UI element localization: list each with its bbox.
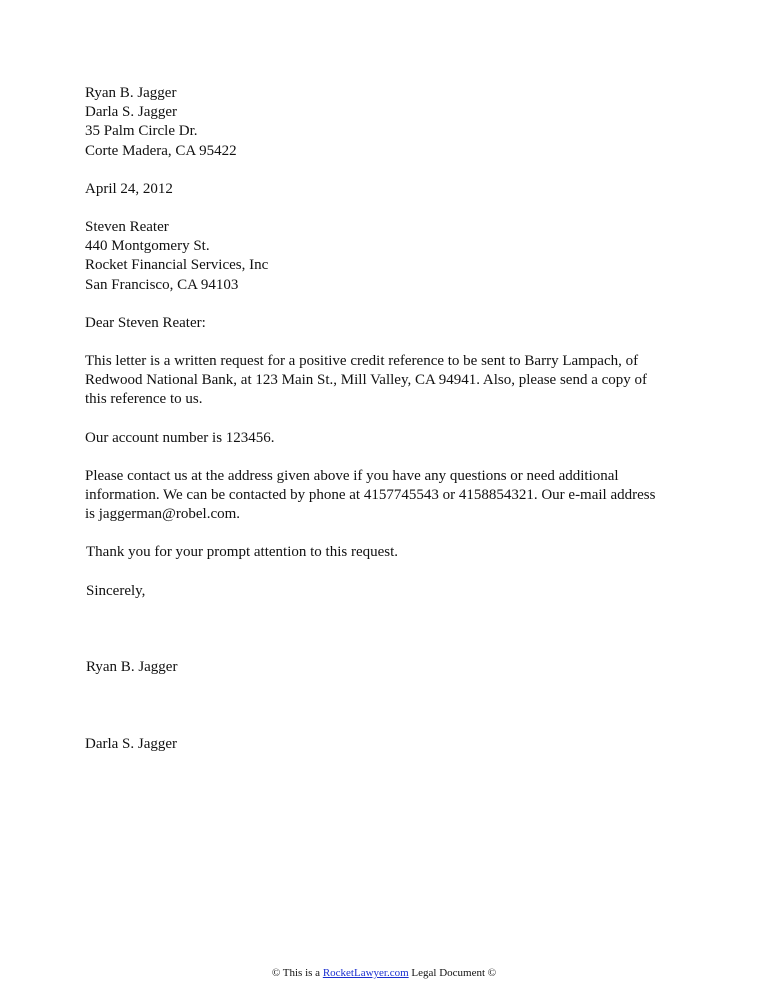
paragraph-contact bbox=[85, 467, 685, 525]
signature-name-1: Ryan B. Jagger bbox=[86, 658, 178, 675]
paragraph-request-line-1: This letter is a written request for a positive credit reference to be sent to Barry Lampach, of bbox=[85, 353, 639, 370]
footer-notice bbox=[0, 966, 768, 980]
paragraph-thanks bbox=[85, 543, 685, 562]
recipient-address bbox=[85, 218, 685, 295]
footer-suffix: Legal Document © bbox=[408, 967, 497, 979]
sender-street: 35 Palm Circle Dr. bbox=[85, 123, 198, 140]
thanks-text: Thank you for your prompt attention to this request. bbox=[86, 544, 399, 561]
paragraph-contact-line-1: Please contact us at the address given above if you have any questions or need additional bbox=[85, 467, 619, 484]
date-text: April 24, 2012 bbox=[85, 180, 173, 197]
signature-2 bbox=[85, 735, 685, 754]
paragraph-contact-line-3: is jaggerman@robel.com. bbox=[85, 506, 241, 523]
sender-city-state-zip: Corte Madera, CA 95422 bbox=[85, 142, 237, 159]
account-number-text: Our account number is 123456. bbox=[85, 429, 275, 446]
paragraph-request bbox=[85, 352, 685, 410]
signature-1 bbox=[85, 658, 685, 677]
salutation-text: Dear Steven Reater: bbox=[85, 314, 206, 331]
closing-text: Sincerely, bbox=[86, 582, 146, 599]
recipient-company: Rocket Financial Services, Inc bbox=[85, 257, 269, 274]
letter-date bbox=[85, 180, 685, 199]
sender-name-2: Darla S. Jagger bbox=[85, 104, 178, 121]
signature-name-2: Darla S. Jagger bbox=[85, 736, 178, 753]
footer-prefix: © This is a bbox=[271, 967, 323, 979]
sender-address bbox=[85, 84, 685, 161]
salutation bbox=[85, 314, 685, 333]
letter-body bbox=[85, 84, 685, 754]
paragraph-contact-line-2: information. We can be contacted by phone at 4157745543 or 4158854321. Our e-mail address bbox=[85, 487, 656, 504]
sender-name-1: Ryan B. Jagger bbox=[85, 85, 177, 101]
recipient-name: Steven Reater bbox=[85, 219, 169, 236]
closing bbox=[85, 582, 685, 601]
recipient-city-state-zip: San Francisco, CA 94103 bbox=[85, 276, 239, 293]
paragraph-request-line-3: this reference to us. bbox=[85, 391, 203, 408]
rocketlawyer-link[interactable]: RocketLawyer.com bbox=[322, 967, 409, 979]
recipient-street: 440 Montgomery St. bbox=[85, 238, 210, 255]
paragraph-request-line-2: Redwood National Bank, at 123 Main St., Mill Valley, CA 94941. Also, please send a copy of bbox=[85, 372, 648, 389]
paragraph-account bbox=[85, 429, 685, 448]
